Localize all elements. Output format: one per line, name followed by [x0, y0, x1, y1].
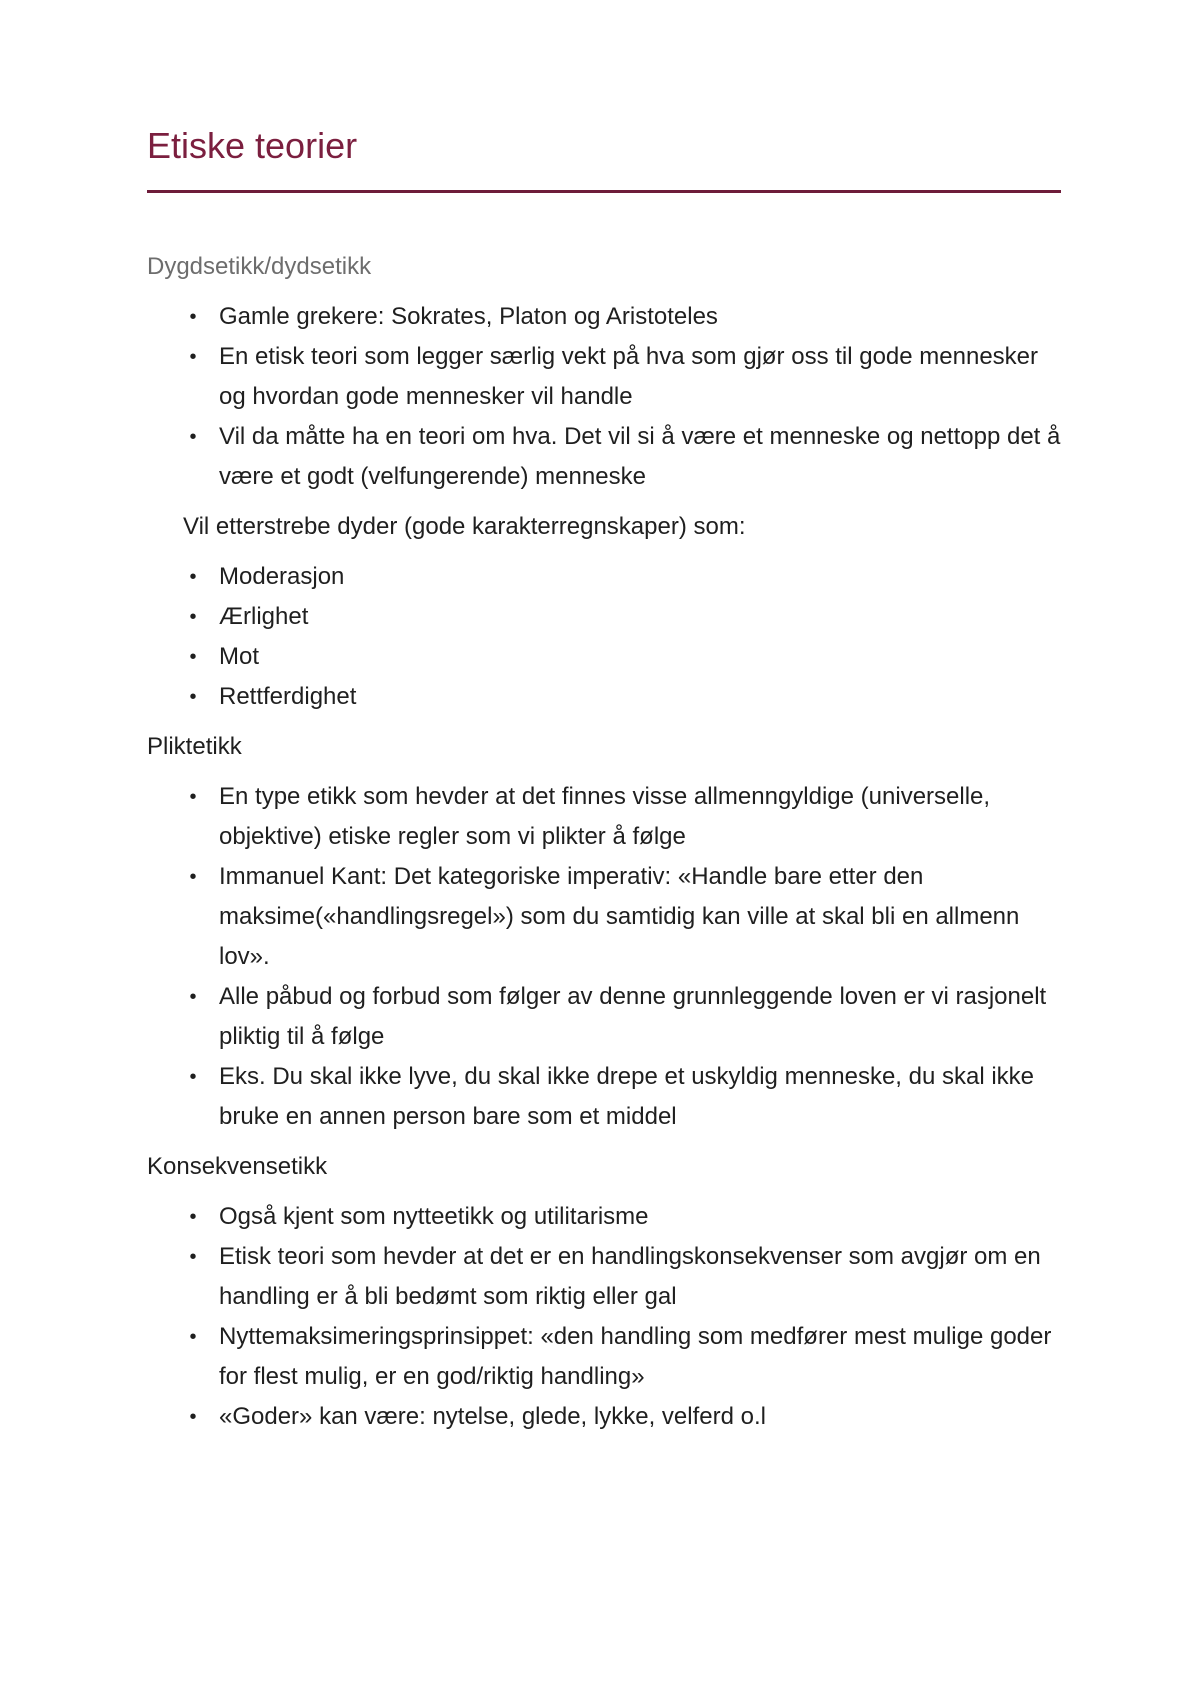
list-item-text: Rettferdighet — [219, 683, 357, 710]
document-title: Etiske teorier — [147, 125, 358, 166]
section-heading: Pliktetikk — [147, 733, 242, 760]
bullet-list — [147, 297, 1061, 497]
list-item-text: Gamle grekere: Sokrates, Platon og Aristoteles — [219, 303, 718, 330]
list-item — [147, 857, 1061, 977]
list-item — [147, 1197, 1061, 1237]
section-konsekvensetikk — [147, 1147, 1061, 1437]
virtues-list — [147, 557, 1061, 717]
list-item-text: En etisk teori som legger særlig vekt på hva som gjør oss til gode mennesker og hvordan gode mennesker vil handle — [219, 343, 1039, 410]
bullet-icon: • — [189, 646, 197, 668]
list-item — [147, 777, 1061, 857]
bullet-icon: • — [189, 426, 197, 448]
list-item — [147, 557, 1061, 597]
bullet-icon: • — [189, 986, 197, 1008]
bullet-icon: • — [189, 306, 197, 328]
list-item-text: En type etikk som hevder at det finnes visse allmenngyldige (universelle, objektive) etiske regler som vi plikter å følge — [219, 783, 991, 850]
list-item-text: Immanuel Kant: Det kategoriske imperativ: «Handle bare etter den maksime(«handlingsregel») som du samtidig kan ville at skal bli en allmenn lov». — [219, 863, 1020, 970]
bullet-icon: • — [189, 1406, 197, 1428]
list-item — [147, 1057, 1061, 1137]
bullet-icon: • — [189, 786, 197, 808]
bullet-list — [147, 777, 1061, 1137]
bullet-icon: • — [189, 1066, 197, 1088]
list-item-text: Alle påbud og forbud som følger av denne grunnleggende loven er vi rasjonelt pliktig til å følge — [219, 983, 1047, 1050]
section-heading: Dygdsetikk/dydsetikk — [147, 253, 372, 280]
list-item — [147, 1317, 1061, 1397]
list-item-text: Etisk teori som hevder at det er en handlingskonsekvenser som avgjør om en handling er å bli bedømt som riktig eller gal — [219, 1243, 1041, 1310]
list-item — [147, 1237, 1061, 1317]
section-pliktetikk — [147, 727, 1061, 1137]
bullet-list — [147, 1197, 1061, 1437]
list-item — [147, 1397, 1061, 1437]
section-heading: Konsekvensetikk — [147, 1153, 328, 1180]
bullet-icon: • — [189, 1326, 197, 1348]
section-dygdsetikk — [147, 247, 1061, 717]
document-page — [147, 118, 1061, 1437]
bullet-icon: • — [189, 566, 197, 588]
bullet-icon: • — [189, 866, 197, 888]
list-item — [147, 297, 1061, 337]
list-item-text: Nyttemaksimeringsprinsippet: «den handling som medfører mest mulige goder for flest mulig, er en god/riktig handling» — [219, 1323, 1052, 1390]
list-item-text: Eks. Du skal ikke lyve, du skal ikke drepe et uskyldig menneske, du skal ikke bruke en annen person bare som et middel — [219, 1063, 1035, 1130]
bullet-icon: • — [189, 1246, 197, 1268]
list-item — [147, 637, 1061, 677]
bullet-icon: • — [189, 1206, 197, 1228]
virtues-intro: Vil etterstrebe dyder (gode karakterregnskaper) som: — [183, 513, 746, 540]
list-item-text: Ærlighet — [219, 603, 309, 630]
list-item — [147, 337, 1061, 417]
list-item-text: Vil da måtte ha en teori om hva. Det vil si å være et menneske og nettopp det å være et godt (velfungerende) menneske — [219, 423, 1061, 490]
list-item-text: Mot — [219, 643, 260, 670]
list-item-text: Også kjent som nytteetikk og utilitarisme — [219, 1203, 649, 1230]
list-item — [147, 597, 1061, 637]
bullet-icon: • — [189, 686, 197, 708]
bullet-icon: • — [189, 606, 197, 628]
list-item — [147, 977, 1061, 1057]
bullet-icon: • — [189, 346, 197, 368]
list-item — [147, 417, 1061, 497]
list-item-text: Moderasjon — [219, 563, 345, 590]
list-item-text: «Goder» kan være: nytelse, glede, lykke, velferd o.l — [219, 1403, 766, 1430]
list-item — [147, 677, 1061, 717]
